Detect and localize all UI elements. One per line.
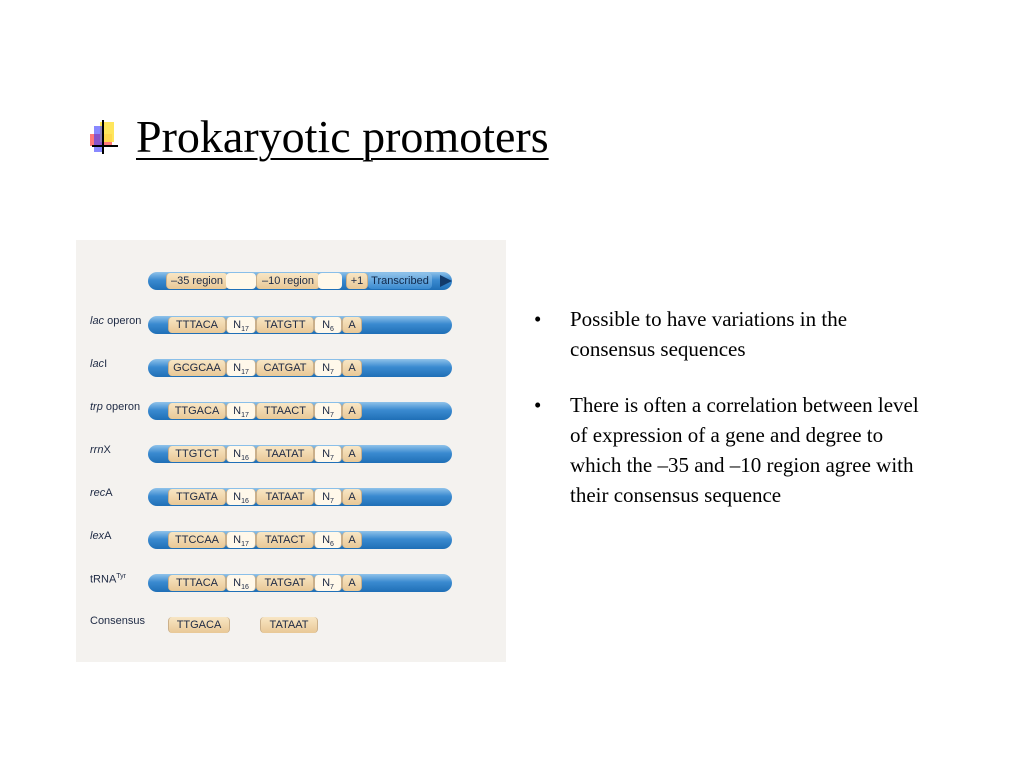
bullet-item (534, 390, 934, 510)
gene-name-italic: lac (90, 315, 105, 327)
seq-10: TATGTT (256, 317, 314, 333)
spacer-length: 16 (241, 584, 249, 591)
gene-name-italic: rec (90, 487, 106, 499)
spacer-length: 16 (241, 498, 249, 505)
gene-name-rest: tRNA (90, 573, 117, 586)
spacer-length: 7 (330, 412, 334, 419)
promoter-row (76, 355, 506, 379)
spacer-n: $N_{16}$ (226, 575, 256, 591)
spacer-length: 17 (241, 369, 249, 376)
transcription-arrow-icon (440, 275, 452, 287)
spacer-n: $N_{17}$ (226, 403, 256, 419)
consensus-35: TTGACA (168, 617, 230, 633)
seq-35: TTTACA (168, 317, 226, 333)
header-gap-2 (318, 273, 342, 289)
spacer-length: 7 (330, 584, 334, 591)
spacer-length: 7 (330, 369, 334, 376)
gene-name-italic: lac (90, 358, 105, 370)
gene-name-rest: I (104, 358, 108, 370)
seq-10: CATGAT (256, 360, 314, 376)
seq-35: GCGCAA (168, 360, 226, 376)
figure-header-row (76, 268, 506, 292)
spacer-length: 17 (241, 412, 249, 419)
bullet-text: There is often a correlation between level of expression of a gene and degree to which the –35 and –10 region agree with their consensus sequence (570, 393, 919, 507)
spacer-length: 17 (241, 541, 249, 548)
bullet-marker: • (534, 307, 542, 331)
gene-name-rest: X (103, 444, 111, 456)
gene-name-superscript: Tyr (116, 573, 127, 580)
spacer-length: 6 (330, 541, 334, 548)
consensus-label: Consensus (90, 615, 146, 627)
gene-name-rest: A (104, 530, 112, 542)
promoter-row (76, 398, 506, 422)
gene-name-italic: lex (90, 530, 105, 542)
consensus-row (76, 612, 506, 636)
start-nucleotide: A (342, 403, 362, 419)
spacer-n: $N_6$ (314, 532, 342, 548)
start-nucleotide: A (342, 446, 362, 462)
spacer-n: $N_7$ (314, 403, 342, 419)
seq-35: TTGATA (168, 489, 226, 505)
seq-10: TATAAT (256, 489, 314, 505)
promoter-row (76, 570, 506, 594)
promoter-row (76, 484, 506, 508)
spacer-n: $N_7$ (314, 575, 342, 591)
header-35-region: –35 region (166, 273, 228, 289)
spacer-length: 17 (241, 326, 249, 333)
spacer-n: $N_7$ (314, 489, 342, 505)
spacer-n: $N_6$ (314, 317, 342, 333)
consensus-10: TATAAT (260, 617, 318, 633)
gene-name-rest: A (105, 487, 113, 499)
bullet-list (534, 304, 934, 536)
bullet-text: Possible to have variations in the consensus sequences (570, 307, 848, 361)
spacer-n: $N_{17}$ (226, 532, 256, 548)
seq-10: TATACT (256, 532, 314, 548)
title-bullet-icon (86, 120, 122, 156)
gene-name-rest: operon (104, 315, 142, 327)
seq-35: TTTACA (168, 575, 226, 591)
gene-name-rest: operon (102, 401, 141, 413)
spacer-n: $N_{16}$ (226, 446, 256, 462)
gene-name-italic: rrn (90, 444, 104, 456)
header-gap (226, 273, 256, 289)
spacer-n: $N_7$ (314, 446, 342, 462)
seq-35: TTGTCT (168, 446, 226, 462)
promoter-figure (76, 240, 506, 662)
start-nucleotide: A (342, 575, 362, 591)
slide-title: Prokaryotic promoters (136, 111, 549, 162)
seq-35: TTGACA (168, 403, 226, 419)
seq-10: TAATAT (256, 446, 314, 462)
seq-35: TTCCAA (168, 532, 226, 548)
spacer-length: 16 (241, 455, 249, 462)
seq-10: TTAACT (256, 403, 314, 419)
spacer-length: 7 (330, 498, 334, 505)
header-plus-one: +1 (346, 273, 368, 289)
spacer-length: 7 (330, 455, 334, 462)
bullet-item (534, 304, 934, 364)
spacer-length: 6 (330, 326, 334, 333)
spacer-n: $N_{17}$ (226, 360, 256, 376)
spacer-n: $N_7$ (314, 360, 342, 376)
spacer-n: $N_{17}$ (226, 317, 256, 333)
seq-10: TATGAT (256, 575, 314, 591)
bullet-marker: • (534, 393, 542, 417)
start-nucleotide: A (342, 360, 362, 376)
start-nucleotide: A (342, 317, 362, 333)
header-10-region: –10 region (256, 273, 320, 289)
promoter-row (76, 441, 506, 465)
start-nucleotide: A (342, 489, 362, 505)
spacer-n: $N_{16}$ (226, 489, 256, 505)
header-transcribed: Transcribed (368, 273, 432, 289)
promoter-row (76, 527, 506, 551)
gene-name-italic: trp (90, 401, 103, 413)
start-nucleotide: A (342, 532, 362, 548)
promoter-row (76, 312, 506, 336)
